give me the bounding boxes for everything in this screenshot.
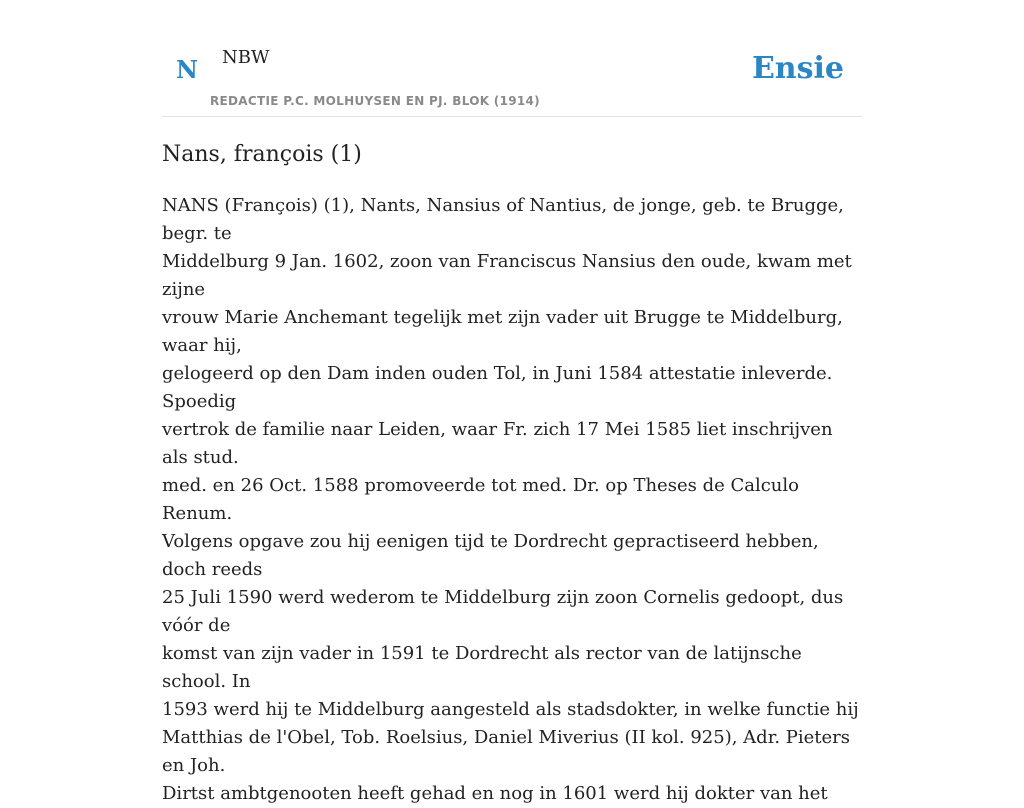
page-title: Nans, françois (1) [162, 142, 362, 167]
source-logo-icon[interactable]: N [176, 55, 198, 84]
source-header [162, 0, 862, 117]
source-subtitle: REDACTIE P.C. MOLHUYSEN EN PJ. BLOK (1914) [210, 94, 540, 108]
entry-body: NANS (François) (1), Nants, Nansius of Nantius, de jonge, geb. te Brugge, begr. te Middelburg 9 Jan. 1602, zoon van Franciscus Nansius den oude, kwam met zijne vrouw Marie Anchemant tegelijk met zijn vader uit Brugge te Middelburg, waar hij, gelogeerd op den Dam inden ouden Tol, in Juni 1584 attestatie inleverde. Spoedig vertrok de familie naar Leiden, waar Fr. zich 17 Mei 1585 liet inschrijven als stud. med. en 26 Oct. 1588 promoveerde tot med. Dr. op Theses de Calculo Renum. Volgens opgave zou hij eenigen tijd te Dordrecht gepractiseerd hebben, doch reeds 25 Juli 1590 werd wederom te Middelburg zijn zoon Cornelis gedoopt, dus vóór de komst van zijn vader in 1591 te Dordrecht als rector van de latijnsche school. In 1593 werd hij te Middelburg aangesteld als stadsdokter, in welke functie hij Matthias de l'Obel, Tob. Roelsius, Daniel Miverius (II kol. 925), Adr. Pieters en Joh. Dirtst ambtgenooten heeft gehad en nog in 1601 werd hij dokter van het [162, 195, 859, 804]
source-title[interactable]: NBW [222, 47, 270, 68]
brand-logo[interactable]: Ensie [751, 51, 844, 86]
